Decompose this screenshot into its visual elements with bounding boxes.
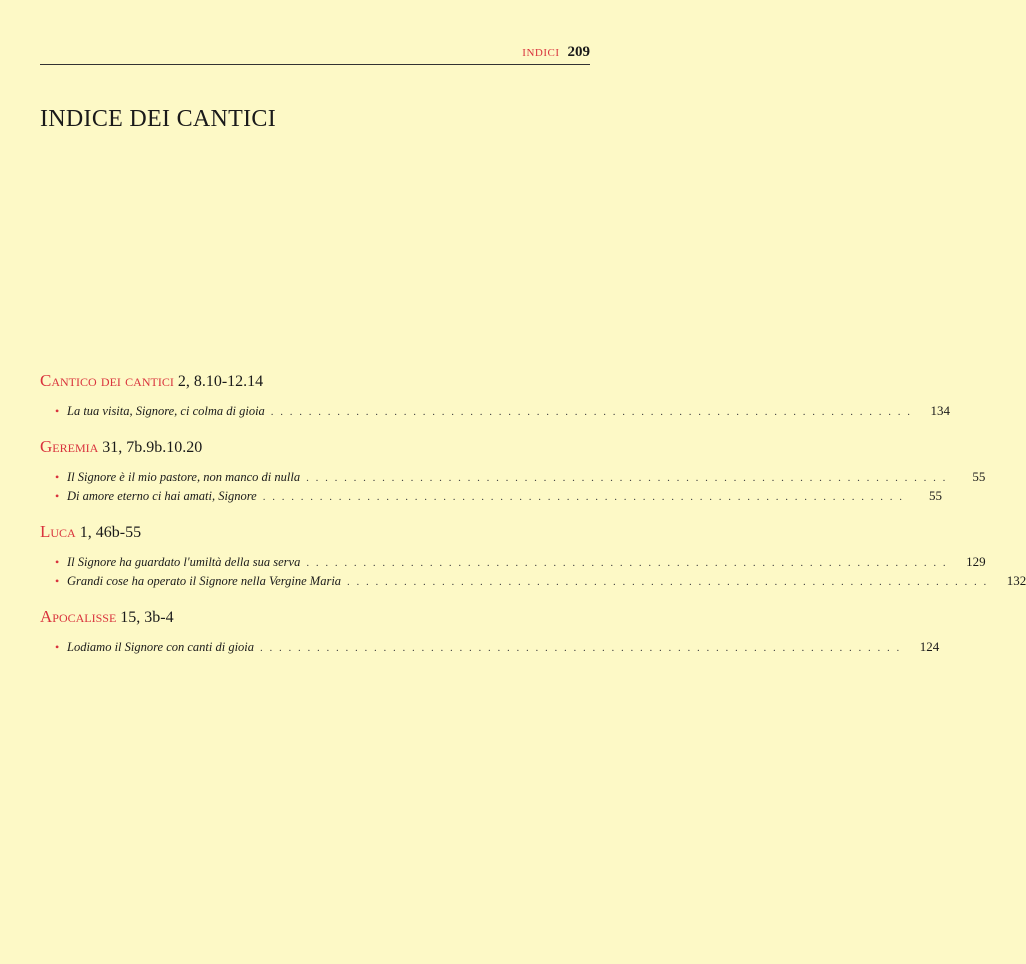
index-entry [40,638,940,657]
entry-title: Grandi cose ha operato il Signore nella Vergine Maria [67,574,342,588]
running-head [522,44,590,61]
entry-page-number: 129 [966,554,986,569]
dot-leader: . . . . . . . . . . . . . . . . . . . . . . . . . . . . . . . . . . . . . . . . . . . . . . . . . . . . . . . . . . . . . . . . . . . . [306,472,948,484]
bullet-icon: • [55,489,60,503]
index-entry [40,468,986,487]
index-entry [40,572,1026,591]
index-entry [40,553,986,572]
bullet-icon: • [55,470,60,484]
index-group [40,522,1026,591]
header-rule [40,64,590,65]
dot-leader: . . . . . . . . . . . . . . . . . . . . . . . . . . . . . . . . . . . . . . . . . . . . . . . . . . . . . . . . . . . . . . . . . . . . [347,576,989,588]
entry-page-number: 134 [930,403,951,418]
entry-page-number: 132 [1006,573,1026,588]
chapter-reference: 1, 46b-55 [79,524,142,541]
chapter-reference: 15, 3b-4 [120,609,174,626]
page-number: 209 [567,44,590,60]
entry-page-number: 55 [928,488,942,503]
book-name: Apocalisse [40,607,117,626]
book-name: Cantico dei cantici [40,371,174,390]
entry-title: Lodiamo il Signore con canti di gioia [67,640,255,654]
entry-title: Il Signore ha guardato l'umiltà della sua serva [67,555,301,569]
group-heading [40,522,588,543]
entry-title: Di amore eterno ci hai amati, Signore [67,489,257,503]
chapter-reference: 31, 7b.9b.10.20 [102,439,203,456]
entry-title: Il Signore è il mio pastore, non manco di nulla [67,470,301,484]
book-name: Luca [40,522,76,541]
group-heading [40,437,588,458]
group-heading [40,371,588,392]
dot-leader: . . . . . . . . . . . . . . . . . . . . . . . . . . . . . . . . . . . . . . . . . . . . . . . . . . . . . . . . . . . . . . . . . . . . [262,491,904,503]
canticle-index [40,371,1026,673]
entry-title: La tua visita, Signore, ci colma di gioia [67,404,265,418]
book-name: Geremia [40,437,99,456]
dot-leader: . . . . . . . . . . . . . . . . . . . . . . . . . . . . . . . . . . . . . . . . . . . . . . . . . . . . . . . . . . . . . . . . . . . . [260,642,902,654]
dot-leader: . . . . . . . . . . . . . . . . . . . . . . . . . . . . . . . . . . . . . . . . . . . . . . . . . . . . . . . . . . . . . . . . . . . . [270,406,913,418]
page-title: INDICE DEI CANTICI [40,106,277,132]
index-entry [40,402,951,421]
bullet-icon: • [55,555,60,569]
index-entry [40,487,942,506]
index-group [40,607,940,657]
entry-page-number: 124 [919,639,940,654]
bullet-icon: • [55,640,60,654]
chapter-reference: 2, 8.10-12.14 [177,373,264,390]
group-heading [40,607,588,628]
entry-page-number: 55 [972,469,986,484]
bullet-icon: • [55,574,60,588]
bullet-icon: • [55,404,60,418]
index-group [40,371,951,421]
index-group [40,437,986,506]
dot-leader: . . . . . . . . . . . . . . . . . . . . . . . . . . . . . . . . . . . . . . . . . . . . . . . . . . . . . . . . . . . . . . . . . . . . [306,557,948,569]
running-head-section: INDICI [522,47,560,59]
